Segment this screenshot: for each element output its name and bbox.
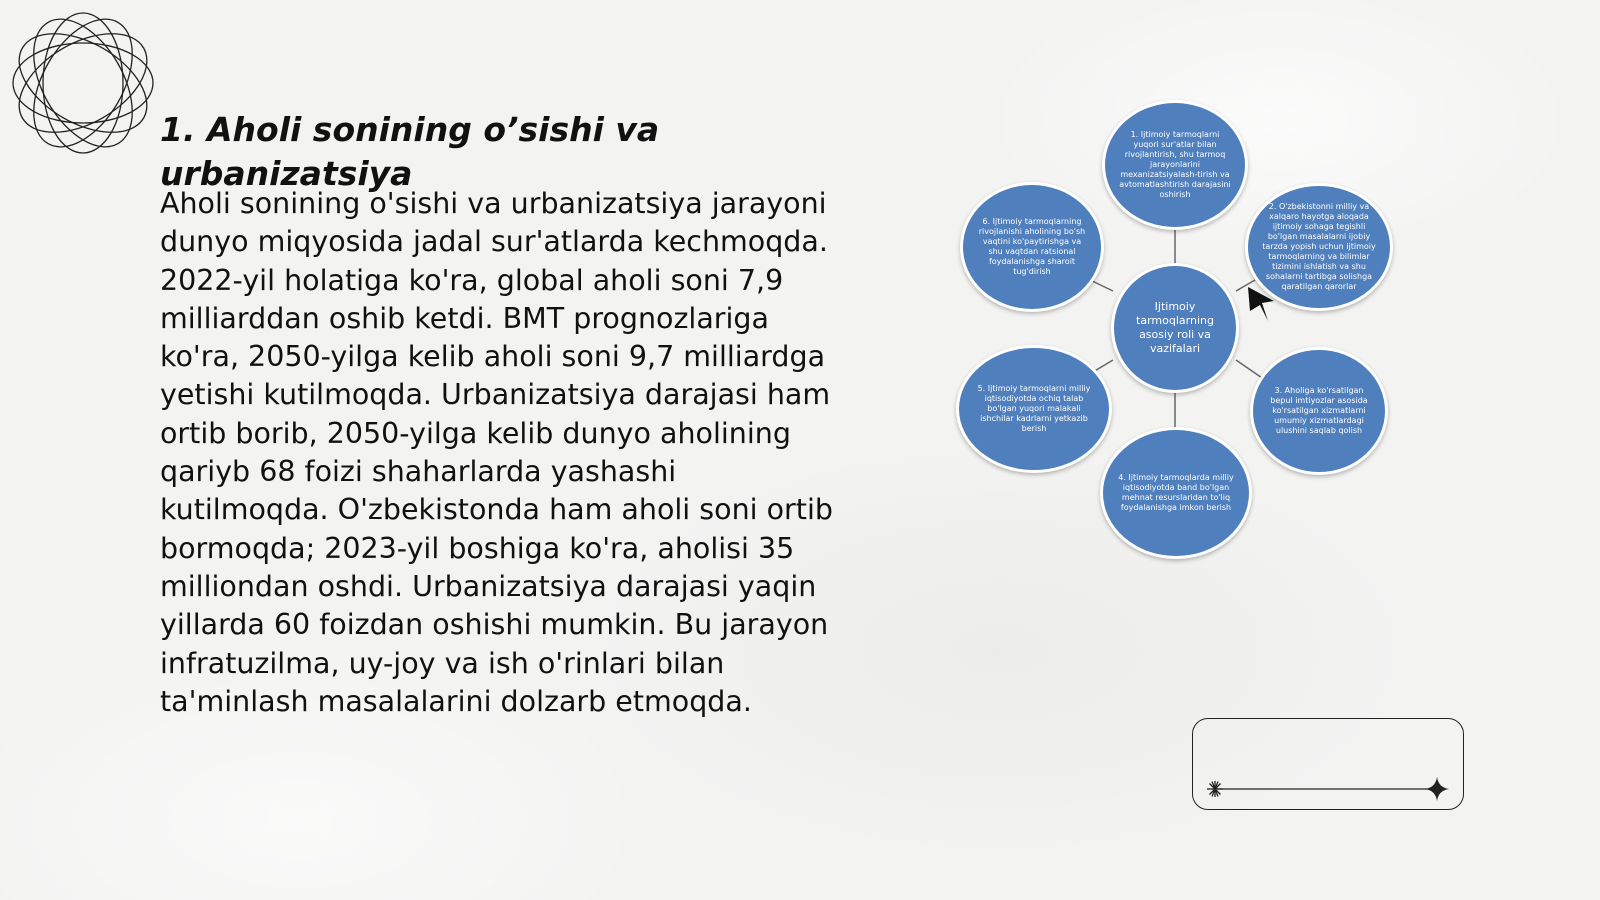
- diagram-node-6: 6. Ijtimoiy tarmoqlarning rivojlanishi aholining bo'sh vaqtini ko'paytirishga va shu vaqtdan ratsional foydalanishga sharoit tug'dirish: [960, 182, 1104, 312]
- sparkle-icon: [1425, 777, 1449, 801]
- diagram-node-4: 4. Ijtimoiy tarmoqlarda milliy iqtisodiyotda band bo'lgan mehnat resurslaridan to'liq foydalanishga imkon berish: [1100, 427, 1252, 559]
- roles-diagram: [950, 95, 1410, 575]
- diagram-node-2: 2. O'zbekistonni milliy va xalqaro hayotga aloqada ijtimoiy sohaga tegishli bo'lgan masalalarni ijobiy tarzda yopish uchun ijtimoiy tarmoqlarning va bilimlar tizimini ishlatish va shu sohalarni tartibga solishga qaratilgan qarorlar: [1245, 183, 1393, 311]
- starburst-icon: [1207, 781, 1223, 797]
- diagram-center-node: Ijtimoiy tarmoqlarning asosiy roli va vazifalari: [1111, 263, 1239, 393]
- diagram-node-1: 1. Ijtimoiy tarmoqlarni yuqori sur'atlar bilan rivojlantirish, shu tarmoq jarayonlarini mexanizatsiyalash-tirish va avtomatlashtirish darajasini oshirish: [1102, 100, 1248, 230]
- arrow-cursor-icon: [1246, 285, 1276, 323]
- slide-body-text: Aholi sonining o'sishi va urbanizatsiya jarayoni dunyo miqyosida jadal sur'atlarda kechmoqda. 2022-yil holatiga ko'ra, global aholi soni 7,9 milliarddan oshib ketdi. BMT prognozlariga ko'ra, 2050-yilga kelib aholi soni 9,7 milliardga yetishi kutilmoqda. Urbanizatsiya darajasi ham ortib borib, 2050-yilga kelib dunyo aholining qariyb 68 foizi shaharlarda yashashi kutilmoqda. O'zbekistonda ham aholi soni ortib bormoqda; 2023-yil boshiga ko'ra, aholisi 35 milliondan oshdi. Urbanizatsiya darajasi yaqin yillarda 60 foizdan oshishi mumkin. Bu jarayon infratuzilma, uy-joy va ish o'rinlari bilan ta'minlash masalalarini dolzarb etmoqda.: [160, 187, 833, 718]
- diagram-node-5: 5. Ijtimoiy tarmoqlarni milliy iqtisodiyotda ochiq talab bo'lgan yuqori malakali ishchilar kadrlarni yetkazib berish: [956, 345, 1112, 473]
- slide-title: 1. Aholi sonining o’sishi va urbanizatsiya: [160, 110, 660, 193]
- interlaced-circles-ornament: [8, 8, 158, 158]
- diagram-node-3: 3. Aholiga ko'rsatilgan bepul imtiyozlar asosida ko'rsatilgan xizmatlarni umumiy xizmatlardagi ulushini saqlab qolish: [1250, 347, 1388, 475]
- decorative-frame: [1192, 718, 1464, 810]
